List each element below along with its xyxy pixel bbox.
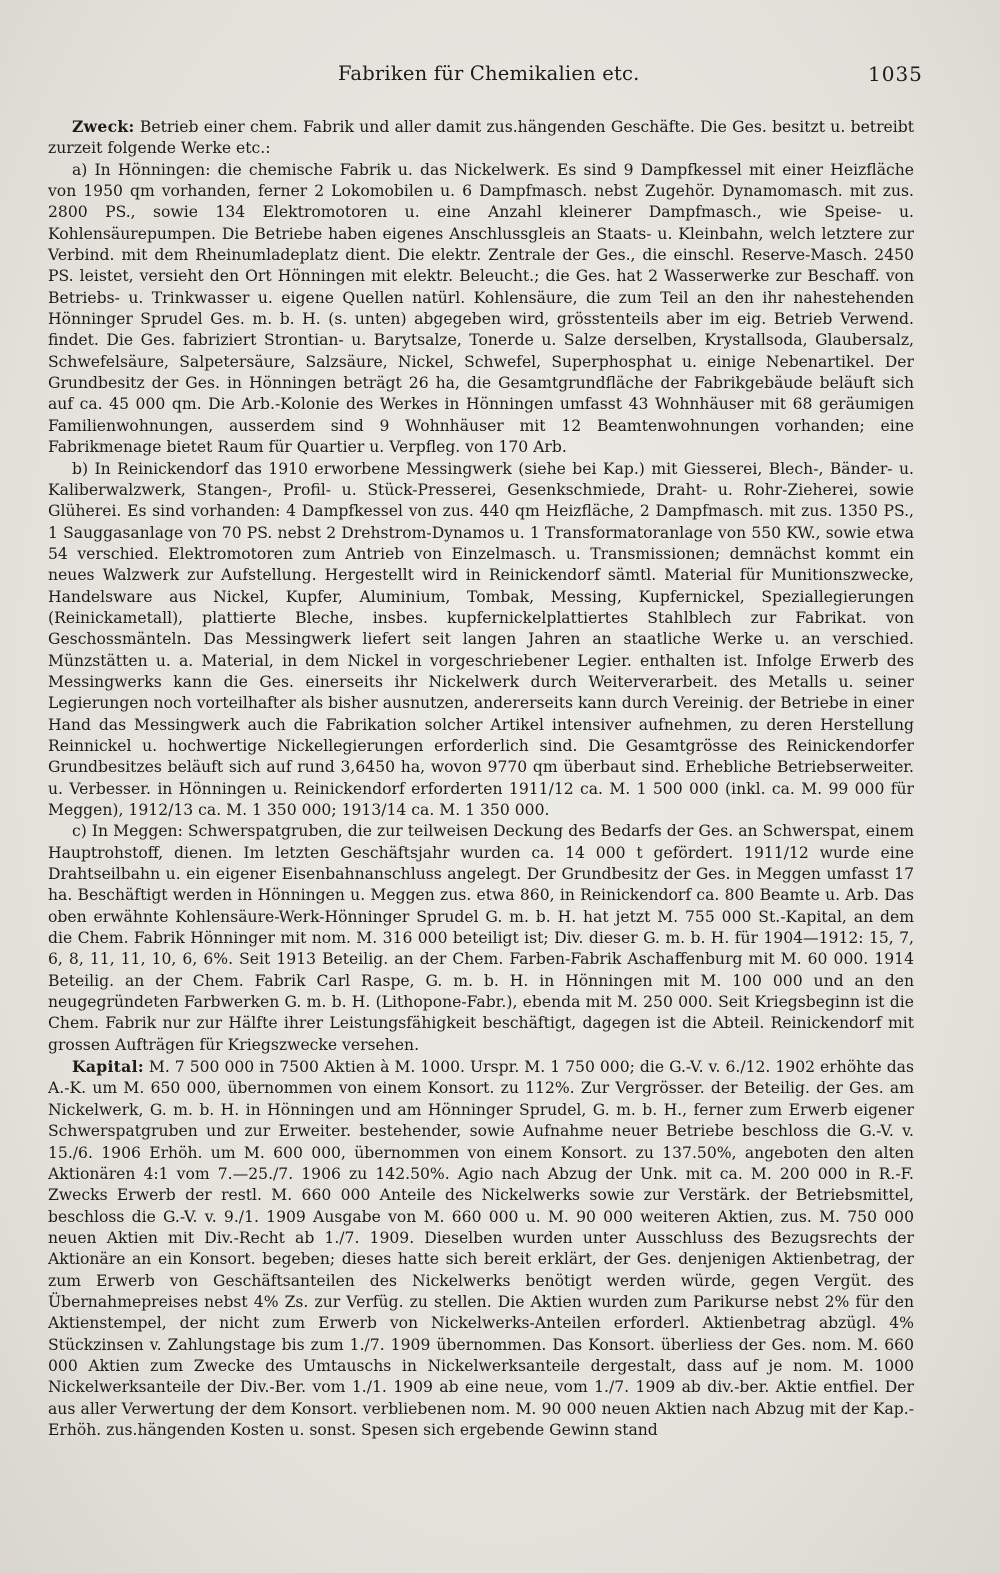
paragraph-text: Betrieb einer chem. Fabrik und aller damit zus.hängenden Geschäfte. Die Ges. besitzt u. betreibt zurzeit folgende Werke etc.: <box>48 118 914 158</box>
page-number: 1035 <box>868 62 923 86</box>
section-lead: Zweck: <box>72 117 135 136</box>
paragraph-text: b) In Reinickendorf das 1910 erworbene Messingwerk (siehe bei Kap.) mit Giesserei, Blech-, Bänder- u. Kaliberwalzwerk, Stangen-, Profil- u. Stück-Presserei, Gesenkschmiede, Draht- u. Rohr-Zieherei, sowie Glüherei. Es sind vorhanden: 4 Dampfkessel von zus. 440 qm Heizfläche, 2 Dampfmasch. mit zus. 1350 PS., 1 Sauggasanlage von 70 PS. nebst 2 Drehstrom-Dynamos u. 1 Transformatoranlage von 550 KW., sowie etwa 54 verschied. Elektromotoren zum Antrieb von Einzelmasch. u. Transmissionen; demnächst kommt ein neues Walzwerk zur Aufstellung. Hergestellt wird in Reinickendorf sämtl. Material für Munitionszwecke, Handelsware aus Nickel, Kupfer, Aluminium, Tombak, Messing, Kupfernickel, Speziallegierungen (Reinickametall), plattierte Bleche, insbes. kupfernickelplattiertes Stahlblech zur Fabrikat. von Geschossmänteln. Das Messingwerk liefert seit langen Jahren an staatliche Werke u. an verschied. Münzstätten u. a. Material, in dem Nickel in vorgeschriebener Legier. enthalten ist. Infolge Erwerb des Messingwerks kann die Ges. einerseits ihr Nickelwerk durch Weiterverarbeit. des Metalls u. seiner Legierungen noch vorteilhafter als bisher ausnutzen, andererseits kann durch Vereinig. der Betriebe in einer Hand das Messingwerk auch die Fabrikation solcher Artikel intensiver aufnehmen, zu deren Herstellung Reinnickel u. hochwertige Nickellegierungen erforderlich sind. Die Gesamtgrösse des Reinickendorfer Grundbesitzes beläuft sich auf rund 3,6450 ha, wovon 9770 qm überbaut sind. Erhebliche Betriebserweiter. u. Verbesser. in Hönningen u. Reinickendorf erforderten 1911/12 ca. M. 1 500 000 (inkl. ca. M. 99 000 für Meggen), 1912/13 ca. M. 1 350 000; 1913/14 ca. M. 1 350 000. <box>48 459 914 819</box>
paragraph-text: M. 7 500 000 in 7500 Aktien à M. 1000. Urspr. M. 1 750 000; die G.-V. v. 6./12. 1902 erhöhte das A.-K. um M. 650 000, übernommen von einem Konsort. zu 112%. Zur Vergrösser. der Beteilig. der Ges. am Nickelwerk, G. m. b. H. in Hönningen und am Hönninger Sprudel, G. m. b. H., ferner zum Erwerb eigener Schwerspatgruben und zur Erweiter. bestehender, sowie Aufnahme neuer Betriebe beschloss die G.-V. v. 15./6. 1906 Erhöh. um M. 600 000, übernommen von einem Konsort. zu 137.50%, angeboten den alten Aktionären 4:1 vom 7.—25./7. 1906 zu 142.50%. Agio nach Abzug der Unk. mit ca. M. 200 000 in R.-F. Zwecks Erwerb der restl. M. 660 000 Anteile des Nickelwerks sowie zur Verstärk. der Betriebsmittel, beschloss die G.-V. v. 9./1. 1909 Ausgabe von M. 660 000 u. M. 90 000 weiteren Aktien, zus. M. 750 000 neuen Aktien mit Div.-Recht ab 1./7. 1909. Dieselben wurden unter Ausschluss des Bezugsrechts der Aktionäre an ein Konsort. begeben; dieses hatte sich bereit erklärt, der Ges. denjenigen Aktienbetrag, der zum Erwerb von Geschäftsanteilen des Nickelwerks benötigt werden würde, gegen Vergüt. des Übernahmepreises nebst 4% Zs. zur Verfüg. zu stellen. Die Aktien wurden zum Parikurse nebst 2% für den Aktienstempel, der nicht zum Erwerb von Nickelwerks-Anteilen erforderl. Aktienbetrag abzügl. 4% Stückzinsen v. Zahlungstage bis zum 1./7. 1909 übernommen. Das Konsort. überliess der Ges. nom. M. 660 000 Aktien zum Zwecke des Umtauschs in Nickelwerksanteile dergestalt, dass auf je nom. M. 1000 Nickelwerksanteile der Div.-Ber. vom 1./1. 1909 ab eine neue, vom 1./7. 1909 ab div.-ber. Aktie entfiel. Der aus aller Verwertung der dem Konsort. verbliebenen nom. M. 90 000 neuen Aktien nach Abzug mit der Kap.-Erhöh. zus.hängenden Kosten u. sonst. Spesen sich ergebende Gewinn stand <box>48 1058 914 1439</box>
paragraph-text: c) In Meggen: Schwerspatgruben, die zur teilweisen Deckung des Bedarfs der Ges. an Schwerspat, einem Hauptrohstoff, dienen. Im letzten Geschäftsjahr wurden ca. 14 000 t gefördert. 1911/12 wurde eine Drahtseilbahn u. ein eigener Eisenbahnanschluss angelegt. Der Grundbesitz der Ges. in Meggen umfasst 17 ha. Beschäftigt werden in Hönningen u. Meggen zus. etwa 860, in Reinickendorf ca. 800 Beamte u. Arb. Das oben erwähnte Kohlensäure-Werk-Hönninger Sprudel G. m. b. H. hat jetzt M. 755 000 St.-Kapital, an dem die Chem. Fabrik Hönninger mit nom. M. 316 000 beteiligt ist; Div. dieser G. m. b. H. für 1904—1912: 15, 7, 6, 8, 11, 11, 10, 6, 6%. Seit 1913 Beteilig. an der Chem. Farben-Fabrik Aschaffenburg mit M. 60 000. 1914 Beteilig. an der Chem. Fabrik Carl Raspe, G. m. b. H. in Hönningen mit M. 100 000 und an den neugegründeten Farbwerken G. m. b. H. (Lithopone-Fabr.), ebenda mit M. 250 000. Seit Kriegsbeginn ist die Chem. Fabrik nur zur Hälfte ihrer Leistungsfähigkeit beschäftigt, dagegen ist die Abteil. Reinickendorf mit grossen Aufträgen für Kriegszwecke versehen. <box>48 822 914 1054</box>
section-lead: Kapital: <box>72 1057 144 1077</box>
running-head-title: Fabriken für Chemikalien etc. <box>338 62 640 85</box>
running-head <box>0 62 1000 88</box>
paragraph-reinickendorf <box>48 459 914 822</box>
body-text <box>48 116 914 1441</box>
paragraph-text: a) In Hönningen: die chemische Fabrik u. das Nickelwerk. Es sind 9 Dampfkessel mit einer Heizfläche von 1950 qm vorhanden, ferner 2 Lokomobilen u. 6 Dampfmasch. nebst Zugehör. Dynamomasch. mit zus. 2800 PS., sowie 134 Elektromotoren u. eine Anzahl kleinerer Dampfmasch., wie Speise- u. Kohlensäurepumpen. Die Betriebe haben eigenes Anschlussgleis an Staats- u. Kleinbahn, welch letztere zur Verbind. mit dem Rheinumladeplatz dient. Die elektr. Zentrale der Ges., die einschl. Reserve-Masch. 2450 PS. leistet, versieht den Ort Hönningen mit elektr. Beleucht.; die Ges. hat 2 Wasserwerke zur Beschaff. von Betriebs- u. Trinkwasser u. eigene Quellen natürl. Kohlensäure, die zum Teil an den ihr nahestehenden Hönninger Sprudel Ges. m. b. H. (s. unten) abgegeben wird, grösstenteils aber im eig. Betrieb Verwend. findet. Die Ges. fabriziert Strontian- u. Barytsalze, Tonerde u. Salze derselben, Krystallsoda, Glaubersalz, Schwefelsäure, Salpetersäure, Salzsäure, Nickel, Schwefel, Superphosphat u. einige Nebenartikel. Der Grundbesitz der Ges. in Hönningen beträgt 26 ha, die Gesamtgrundfläche der Fabrikgebäude beläuft sich auf ca. 45 000 qm. Die Arb.-Kolonie des Werkes in Hönningen umfasst 43 Wohnhäuser mit 68 geräumigen Familienwohnungen, ausserdem sind 9 Wohnhäuser mit 12 Beamtenwohnungen vorhanden; eine Fabrikmenage bietet Raum für Quartier u. Verpfleg. von 170 Arb. <box>48 160 914 457</box>
paragraph-hoenningen <box>48 160 914 459</box>
paragraph-zweck <box>48 116 914 160</box>
paragraph-kapital <box>48 1056 914 1441</box>
paragraph-meggen <box>48 821 914 1056</box>
